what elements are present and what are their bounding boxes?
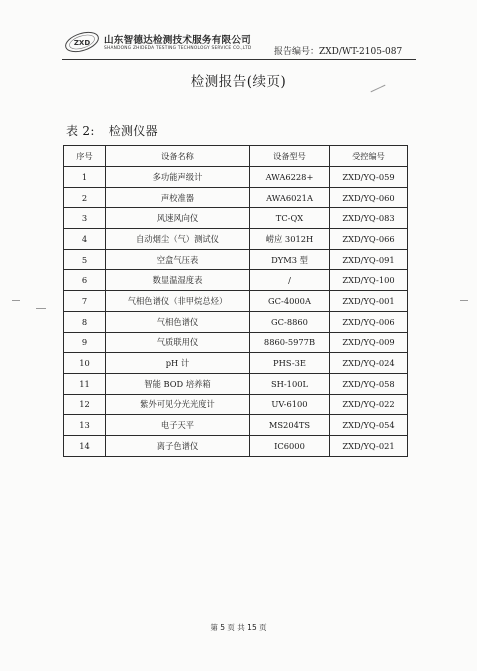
cell-control-number: ZXD/YQ-091	[330, 249, 408, 270]
cell-control-number: ZXD/YQ-001	[330, 291, 408, 312]
table-row	[64, 311, 408, 332]
cell-control-number: ZXD/YQ-066	[330, 229, 408, 250]
cell-control-number: ZXD/YQ-054	[330, 415, 408, 436]
cell-equipment-name: 气相色谱仪（非甲烷总烃）	[106, 291, 250, 312]
instrument-table	[63, 145, 408, 457]
cell-index: 1	[64, 167, 106, 188]
cell-model: TC-QX	[250, 208, 330, 229]
cell-model: 崂应 3012H	[250, 229, 330, 250]
table-row	[64, 167, 408, 188]
cell-equipment-name: pH 计	[106, 353, 250, 374]
cell-model: DYM3 型	[250, 249, 330, 270]
cell-index: 3	[64, 208, 106, 229]
cell-index: 7	[64, 291, 106, 312]
cell-model: MS204TS	[250, 415, 330, 436]
cell-index: 6	[64, 270, 106, 291]
col-header-index: 序号	[64, 146, 106, 167]
cell-index: 11	[64, 373, 106, 394]
table-row	[64, 270, 408, 291]
cell-control-number: ZXD/YQ-024	[330, 353, 408, 374]
table-row	[64, 208, 408, 229]
report-number: 报告编号：ZXD/WT-2105-087	[274, 47, 403, 57]
cell-equipment-name: 数显温湿度表	[106, 270, 250, 291]
section-title	[66, 122, 158, 139]
cell-index: 8	[64, 311, 106, 332]
cell-control-number: ZXD/YQ-058	[330, 373, 408, 394]
company-name-cn: 山东智德达检测技术服务有限公司	[104, 35, 251, 46]
header-divider	[62, 59, 416, 60]
cell-index: 13	[64, 415, 106, 436]
cell-control-number: ZXD/YQ-059	[330, 167, 408, 188]
table-row	[64, 187, 408, 208]
cell-index: 2	[64, 187, 106, 208]
cell-model: AWA6021A	[250, 187, 330, 208]
section-name: 检测仪器	[108, 124, 158, 138]
cell-index: 4	[64, 229, 106, 250]
table-row	[64, 373, 408, 394]
cell-index: 12	[64, 394, 106, 415]
table-header-row	[64, 146, 408, 167]
svg-text:ZXD: ZXD	[73, 39, 91, 47]
cell-equipment-name: 气质联用仪	[106, 332, 250, 353]
cell-equipment-name: 多功能声级计	[106, 167, 250, 188]
table-row	[64, 353, 408, 374]
table-row	[64, 435, 408, 456]
cell-index: 14	[64, 435, 106, 456]
cell-control-number: ZXD/YQ-083	[330, 208, 408, 229]
cell-equipment-name: 离子色谱仪	[106, 435, 250, 456]
page-footer: 第 5 页 共 15 页	[210, 623, 267, 632]
col-header-model: 设备型号	[250, 146, 330, 167]
company-name-en: SHANDONG ZHIDEDA TESTING TECHNOLOGY SERVICE CO.,LTD	[104, 46, 252, 51]
cell-model: PHS-3E	[250, 353, 330, 374]
cell-equipment-name: 气相色谱仪	[106, 311, 250, 332]
cell-index: 9	[64, 332, 106, 353]
cell-equipment-name: 紫外可见分光光度计	[106, 394, 250, 415]
table-row	[64, 332, 408, 353]
col-header-control-number: 受控编号	[330, 146, 408, 167]
cell-index: 10	[64, 353, 106, 374]
table-row	[64, 394, 408, 415]
cell-equipment-name: 空盒气压表	[106, 249, 250, 270]
cell-control-number: ZXD/YQ-006	[330, 311, 408, 332]
cell-control-number: ZXD/YQ-022	[330, 394, 408, 415]
cell-model: GC-8860	[250, 311, 330, 332]
cell-model: /	[250, 270, 330, 291]
scan-mark	[460, 300, 468, 301]
scan-mark	[36, 308, 46, 309]
cell-model: UV-6100	[250, 394, 330, 415]
company-logo-icon	[62, 28, 104, 56]
cell-model: 8860-5977B	[250, 332, 330, 353]
table-row	[64, 249, 408, 270]
cell-equipment-name: 声校准器	[106, 187, 250, 208]
cell-model: SH-100L	[250, 373, 330, 394]
cell-model: GC-4000A	[250, 291, 330, 312]
cell-model: IC6000	[250, 435, 330, 456]
cell-control-number: ZXD/YQ-060	[330, 187, 408, 208]
cell-equipment-name: 电子天平	[106, 415, 250, 436]
cell-control-number: ZXD/YQ-009	[330, 332, 408, 353]
table-row	[64, 415, 408, 436]
cell-equipment-name: 自动烟尘（气）测试仪	[106, 229, 250, 250]
cell-control-number: ZXD/YQ-100	[330, 270, 408, 291]
table-row	[64, 291, 408, 312]
cell-model: AWA6228+	[250, 167, 330, 188]
cell-index: 5	[64, 249, 106, 270]
cell-control-number: ZXD/YQ-021	[330, 435, 408, 456]
cell-equipment-name: 风速风向仪	[106, 208, 250, 229]
scan-mark	[12, 300, 20, 301]
table-row	[64, 229, 408, 250]
col-header-equipment-name: 设备名称	[106, 146, 250, 167]
section-label: 表 2:	[66, 124, 95, 138]
cell-equipment-name: 智能 BOD 培养箱	[106, 373, 250, 394]
document-title: 检测报告(续页)	[190, 74, 287, 90]
